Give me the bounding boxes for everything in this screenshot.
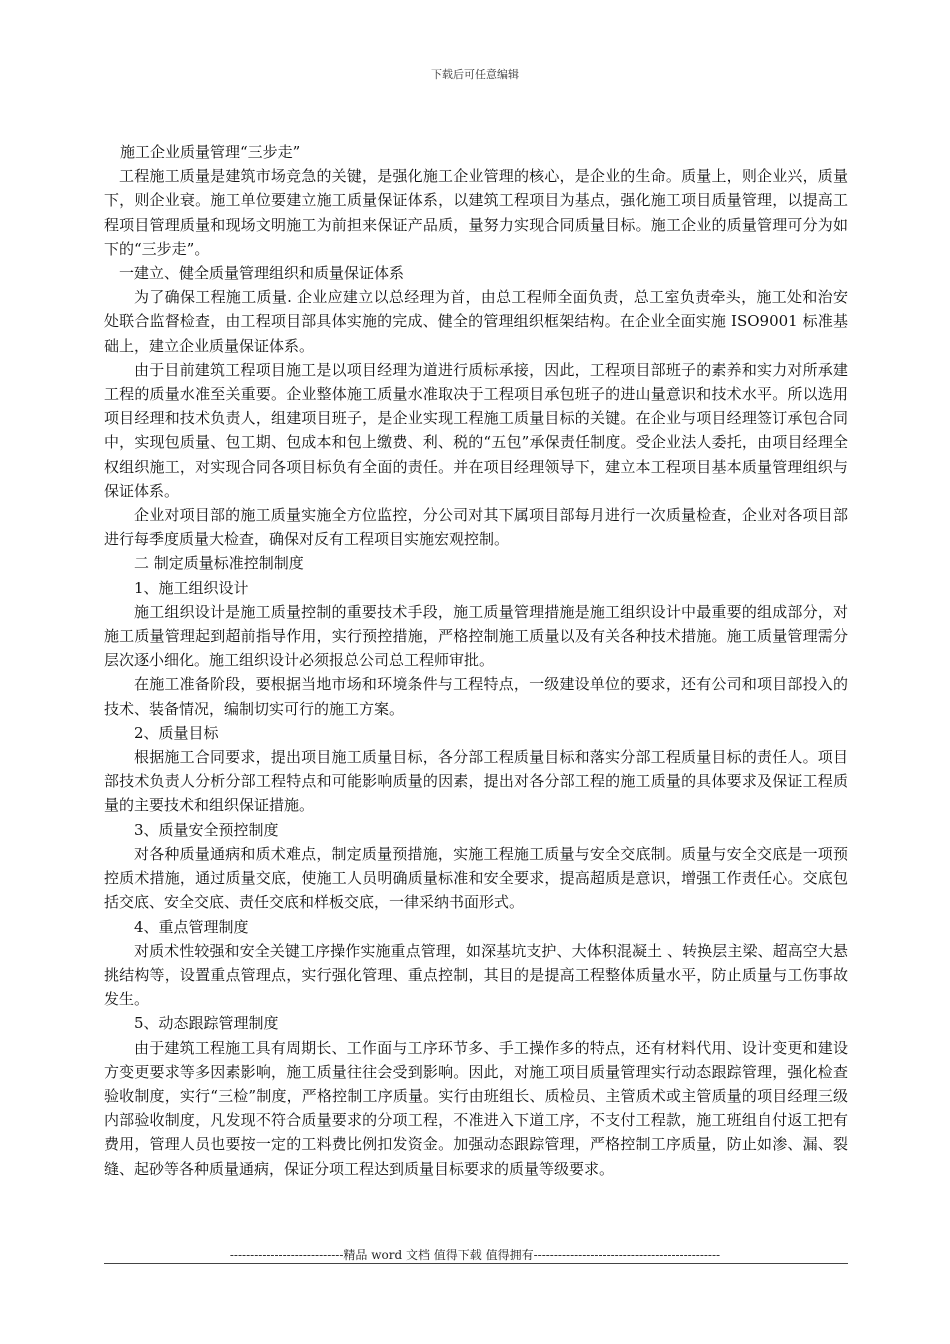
paragraph: 企业对项目部的施工质量实施全方位监控，分公司对其下属项目部每月进行一次质量检查，企业对各项目部进行每季度质量大检查，确保对反有工程项目实施宏观控制。 <box>104 506 848 549</box>
paragraph: 对质术性较强和安全关键工序操作实施重点管理，如深基坑支护、大体积混凝土 、转换层主梁、超高空大悬挑结构等，设置重点管理点，实行强化管理、重点控制，其目的是提高工程整体质量水平，防止质量与工伤事故发生。 <box>104 941 848 1009</box>
paragraph: 一建立、健全质量管理组织和质量保证体系 <box>119 264 405 283</box>
paragraph: 1、施工组织设计 <box>134 578 249 597</box>
page-header: 下载后可任意编辑 <box>431 68 519 81</box>
paragraph: 二 制定质量标准控制制度 <box>134 554 304 573</box>
paragraph: 在施工准备阶段，要根据当地市场和环境条件与工程特点，一级建设单位的要求，还有公司和项目部投入的技术、装备情况，编制切实可行的施工方案。 <box>104 675 848 718</box>
paragraph: 工程施工质量是建筑市场竞急的关键，是强化施工企业管理的核心，是企业的生命。质量上，则企业兴，质量下，则企业衰。施工单位要建立施工质量保证体系，以建筑工程项目为基点，强化施工项目质量管理，以提高工程项目管理质量和现场文明施工为前担来保证产品质，量努力实现合同质量目标。施工企业的质量管理可分为如下的“三步走”。 <box>104 167 848 258</box>
paragraph: 2、质量目标 <box>134 723 219 742</box>
paragraph: 5、动态跟踪管理制度 <box>134 1014 279 1033</box>
footer-rule <box>104 1263 848 1264</box>
paragraph: 施工企业质量管理“三步走” <box>120 143 301 161</box>
paragraph: 4、重点管理制度 <box>134 917 249 936</box>
paragraph: 施工组织设计是施工质量控制的重要技术手段，施工质量管理措施是施工组织设计中最重要的组成部分，对施工质量管理起到超前指导作用，实行预控措施，严格控制施工质量以及有关各种技术措施。施工质量管理需分层次逐小细化。施工组织设计必须报总公司总工程师审批。 <box>104 602 848 670</box>
paragraph: 由于建筑工程施工具有周期长、工作面与工序环节多、手工操作多的特点，还有材料代用、设计变更和建设方变更要求等多因素影响，施工质量往往会受到影响。因此，对施工项目质量管理实行动态跟踪管理，强化检查验收制度，实行“三检”制度，严格控制工序质量。实行由班组长、质检员、主管质术或主管质量的项目经理三级内部验收制度，凡发现不符合质量要求的分项工程，不准进入下道工序，不支付工程款，施工班组自付返工把有费用，管理人员也要按一定的工料费比例扣发资金。加强动态跟踪管理，严格控制工序质量，防止如渗、漏、裂缝、起砂等各种质量通病，保证分项工程达到质量目标要求的质量等级要求。 <box>104 1038 848 1178</box>
paragraph: 对各种质量通病和质术难点，制定质量预措施，实施工程施工质量与安全交底制。质量与安全交底是一项预控质术措施，通过质量交底，使施工人员明确质量标准和安全要求，提高超质是意识，增强工作责任心。交底包括交底、安全交底、责任交底和样板交底，一律采纳书面形式。 <box>104 844 848 912</box>
paragraph: 3、质量安全预控制度 <box>134 820 279 839</box>
paragraph: 根据施工合同要求，提出项目施工质量目标，各分部工程质量目标和落实分部工程质量目标的责任人。项目部技术负责人分析分部工程特点和可能影响质量的因素，提出对各分部工程的施工质量的具体要求及保证工程质量的主要技术和组织保证措施。 <box>104 748 848 815</box>
document-body <box>104 140 848 1181</box>
page-footer: ----------------------------精品 word 文档 值得下载 值得拥有---------------------------------------------- <box>229 1248 721 1262</box>
paragraph: 由于目前建筑工程项目施工是以项目经理为道进行质标承接，因此，工程项目部班子的素养和实力对所承建工程的质量水准至关重要。企业整体施工质量水准取决于工程项目承包班子的进山量意识和技术水平。所以选用项目经理和技术负责人，组建项目班子，是企业实现工程施工质量目标的关键。在企业与项目经理签订承包合同中，实现包质量、包工期、包成本和包上缴费、利、税的“五包”承保责任制度。受企业法人委托，由项目经理全权组织施工，对实现合同各项目标负有全面的责任。并在项目经理领导下，建立本工程项目基本质量管理组织与保证体系。 <box>104 360 848 500</box>
paragraph: 为了确保工程施工质量. 企业应建立以总经理为首，由总工程师全面负责，总工室负责牵头，施工处和治安处联合监督检查，由工程项目部具体实施的完成、健全的管理组织框架结构。在企业全面实施 ISO9001 标准基础上，建立企业质量保证体系。 <box>104 288 848 355</box>
